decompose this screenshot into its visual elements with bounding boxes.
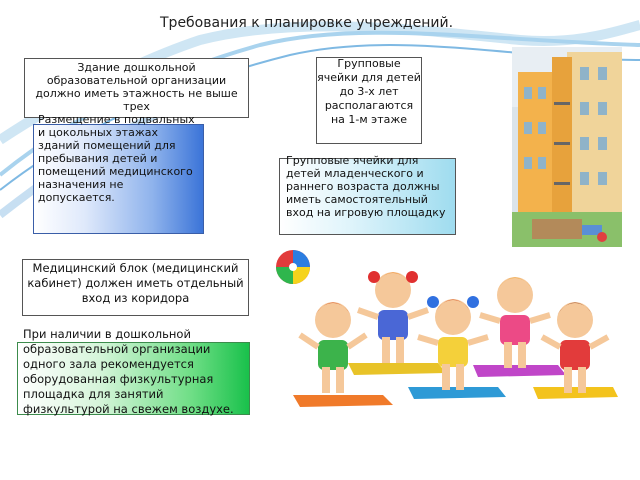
slide-title: Требования к планировке учреждений. [160, 15, 454, 31]
medical-text: Медицинский блок (медицинский кабинет) должен иметь отдельный вход из коридора [27, 261, 244, 305]
basement-box [33, 113, 204, 234]
infant-groups-box [279, 154, 456, 235]
gym-text: При наличии в дошкольной образовательной организации одного зала рекомендуется оборудованная физкультурная площадка для занятий физкультурой на свежем воздухе. [23, 327, 234, 416]
basement-text: Размещение в подвальных и цокольных этажах зданий помещений для пребывания детей и помещений медицинского назначения не допускается. [38, 113, 195, 204]
kids-exercising-illustration [288, 255, 618, 417]
building-photo [512, 47, 622, 247]
building-floors-text: Здание дошкольной образовательной организации должно иметь этажность не выше трех [35, 61, 238, 113]
building-floors-box [24, 58, 249, 118]
infant-groups-text: Групповые ячейки для детей младенческого и раннего возраста должны иметь самостоятельный вход на игровую площадку [286, 154, 446, 219]
under3-text: Групповые ячейки для детей до 3-х лет располагаются на 1-м этаже [317, 57, 421, 126]
gym-box [17, 327, 250, 416]
under3-box [316, 57, 422, 144]
medical-box [22, 259, 249, 316]
